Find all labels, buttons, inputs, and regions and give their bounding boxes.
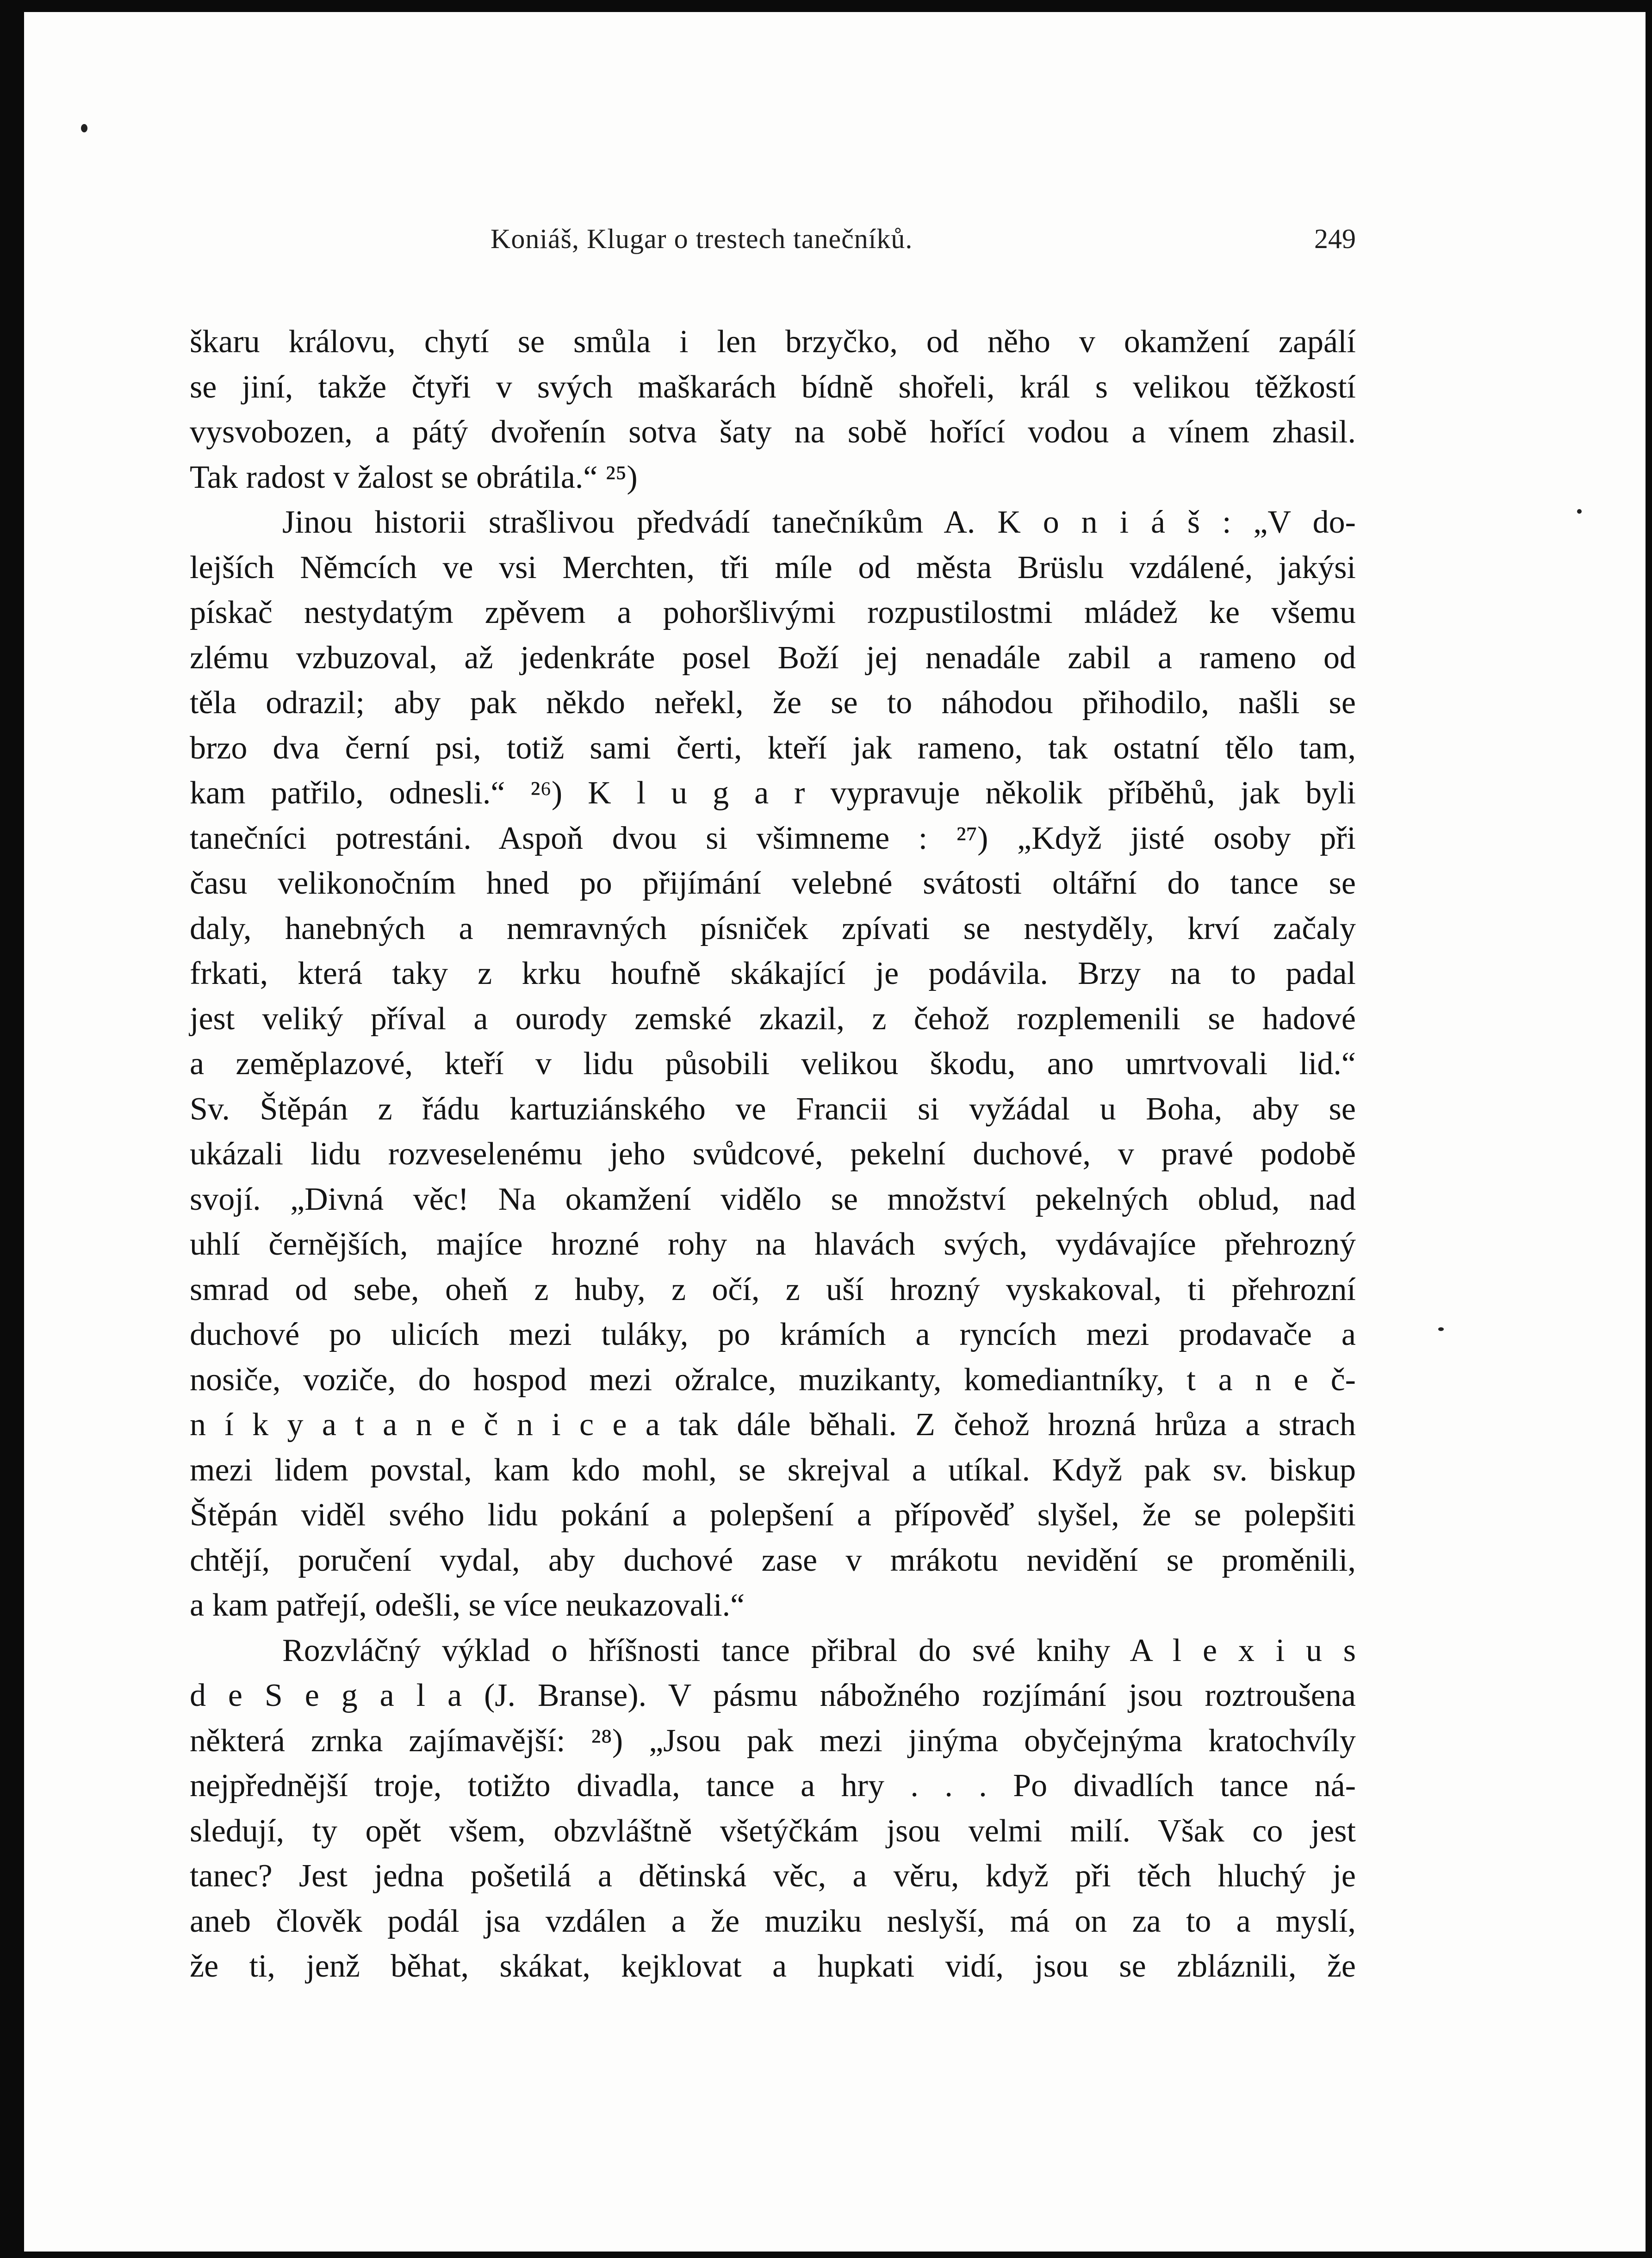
text-line: škaru královu, chytí se smůla i len brzyčko, od něho v okamžení zapálí bbox=[190, 324, 1356, 360]
text-line: ukázali lidu rozveselenému jeho svůdcové, pekelní duchové, v pravé podobě bbox=[190, 1136, 1356, 1172]
text-line: tanec? Jest jedna pošetilá a dětinská věc, a věru, když při těch hluchý je bbox=[190, 1858, 1356, 1894]
text-line: Jinou historii strašlivou předvádí tanečníkům A. K o n i á š : „V do- bbox=[282, 504, 1356, 540]
text-line: Sv. Štěpán z řádu kartuziánského ve Francii si vyžádal u Boha, aby se bbox=[190, 1091, 1356, 1127]
text-line: jest veliký příval a ourody zemské zkazil, z čehož rozplemenili se hadové bbox=[190, 1001, 1356, 1037]
text-line: smrad od sebe, oheň z huby, z očí, z uší hrozný vyskakoval, ti přehrozní bbox=[190, 1271, 1356, 1307]
text-line: nosiče, voziče, do hospod mezi ožralce, muzikanty, komediantníky, t a n e č- bbox=[190, 1362, 1356, 1398]
text-line: zlému vzbuzoval, až jedenkráte posel Boží jej nenadále zabil a rameno od bbox=[190, 640, 1356, 676]
text-line: d e S e g a l a (J. Branse). V pásmu nábožného rozjímání jsou roztroušena bbox=[190, 1678, 1356, 1713]
scan-border-left bbox=[0, 0, 24, 2258]
text-line: některá zrnka zajímavější: ²⁸) „Jsou pak mezi jinýma obyčejnýma kratochvíly bbox=[190, 1723, 1356, 1759]
text-line: Tak radost v žalost se obrátila.“ ²⁵) bbox=[190, 459, 638, 495]
text-line: mezi lidem povstal, kam kdo mohl, se skrejval a utíkal. Když pak sv. biskup bbox=[190, 1452, 1356, 1488]
scan-border-top bbox=[0, 0, 1652, 12]
scan-speck bbox=[1577, 509, 1582, 514]
text-line: daly, hanebných a nemravných písniček zpívati se nestyděly, krví začaly bbox=[190, 910, 1356, 946]
text-line: času velikonočním hned po přijímání velebné svátosti oltářní do tance se bbox=[190, 865, 1356, 901]
text-line: vysvobozen, a pátý dvořenín sotva šaty na sobě hořící vodou a vínem zhasil. bbox=[190, 414, 1356, 450]
text-line: aneb člověk podál jsa vzdálen a že muziku neslyší, má on za to a myslí, bbox=[190, 1903, 1356, 1939]
scan-speck bbox=[81, 124, 87, 132]
page-number: 249 bbox=[1314, 224, 1356, 254]
text-line: Rozvláčný výklad o hříšnosti tance přibral do své knihy A l e x i u s bbox=[282, 1632, 1356, 1668]
scan-border-right bbox=[1646, 0, 1652, 2258]
text-line: frkati, která taky z krku houfně skákající je podávila. Brzy na to padal bbox=[190, 956, 1356, 991]
text-line: tanečníci potrestáni. Aspoň dvou si všimneme : ²⁷) „Když jisté osoby při bbox=[190, 820, 1356, 856]
body-text bbox=[190, 319, 1356, 1989]
text-line: kam patřilo, odnesli.“ ²⁶) K l u g a r vypravuje několik příběhů, jak byli bbox=[190, 775, 1356, 811]
text-line: Štěpán viděl svého lidu pokání a polepšení a přípověď slyšel, že se polepšiti bbox=[190, 1497, 1356, 1533]
text-line: n í k y a t a n e č n i c e a tak dále běhali. Z čehož hrozná hrůza a strach bbox=[190, 1407, 1356, 1443]
text-line: uhlí černějších, majíce hrozné rohy na hlavách svých, vydávajíce přehrozný bbox=[190, 1226, 1356, 1262]
text-line: lejších Němcích ve vsi Merchten, tři míle od města Brüslu vzdálené, jakýsi bbox=[190, 549, 1356, 585]
text-line: nejpřednější troje, totižto divadla, tance a hry . . . Po divadlích tance ná- bbox=[190, 1768, 1356, 1804]
text-line: a kam patřejí, odešli, se více neukazovali.“ bbox=[190, 1587, 745, 1623]
text-line: chtějí, poručení vydal, aby duchové zase v mrákotu nevidění se proměnili, bbox=[190, 1542, 1356, 1578]
text-line: pískač nestydatým zpěvem a pohoršlivými rozpustilostmi mládež ke všemu bbox=[190, 595, 1356, 630]
text-line: že ti, jenž běhat, skákat, kejklovat a hupkati vidí, jsou se zbláznili, že bbox=[190, 1948, 1356, 1984]
text-line: duchové po ulicích mezi tuláky, po krámích a ryncích mezi prodavače a bbox=[190, 1317, 1356, 1352]
scan-border-bottom bbox=[0, 2252, 1652, 2258]
text-line: těla odrazil; aby pak někdo neřekl, že se to náhodou přihodilo, našli se bbox=[190, 685, 1356, 721]
text-line: brzo dva černí psi, totiž sami čerti, kteří jak rameno, tak ostatní tělo tam, bbox=[190, 730, 1356, 766]
text-line: sledují, ty opět všem, obzvláštně všetýčkám jsou velmi milí. Však co jest bbox=[190, 1813, 1356, 1849]
text-line: a zeměplazové, kteří v lidu působili velikou škodu, ano umrtvovali lid.“ bbox=[190, 1046, 1356, 1082]
scan-speck bbox=[1438, 1327, 1444, 1331]
text-line: se jiní, takže čtyři v svých maškarách bídně shořeli, král s velikou těžkostí bbox=[190, 369, 1356, 405]
running-header: Koniáš, Klugar o trestech tanečníků. bbox=[491, 224, 913, 254]
text-line: svojí. „Divná věc! Na okamžení vidělo se množství pekelných oblud, nad bbox=[190, 1181, 1356, 1217]
